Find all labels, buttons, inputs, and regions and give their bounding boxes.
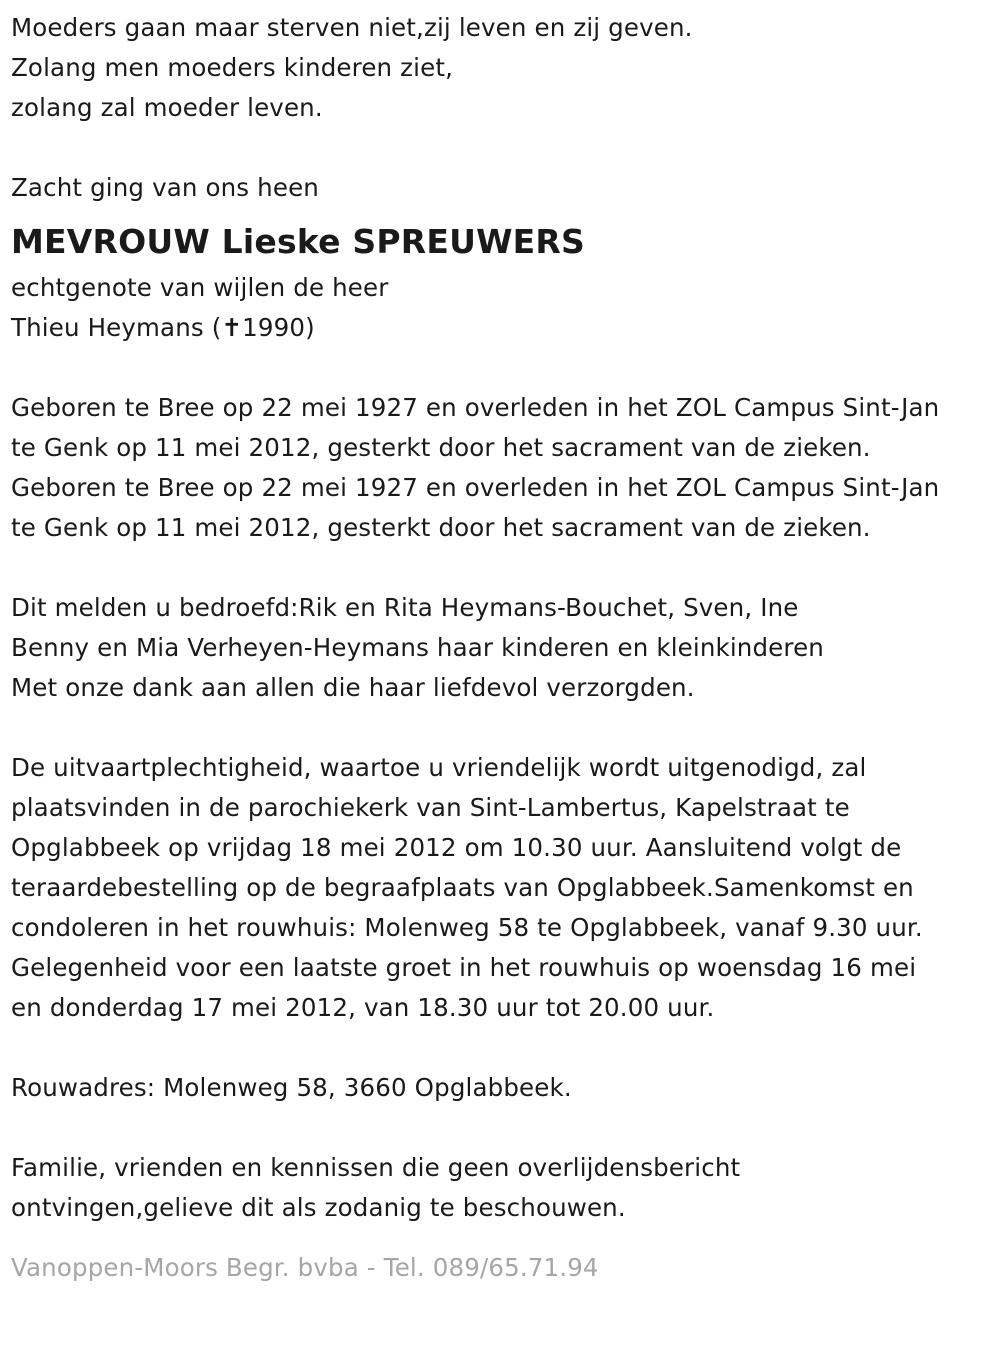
paragraph-line: en donderdag 17 mei 2012, van 18.30 uur tot 20.00 uur.: [11, 993, 715, 1022]
poem-line: zolang zal moeder leven.: [11, 93, 323, 122]
paragraph-line: teraardebestelling op de begraafplaats van Opglabbeek.Samenkomst en: [11, 873, 914, 902]
spacer: [11, 128, 1000, 168]
paragraph-line: De uitvaartplechtigheid, waartoe u vriendelijk wordt uitgenodigd, zal: [11, 753, 867, 782]
paragraph-line: Gelegenheid voor een laatste groet in het rouwhuis op woensdag 16 mei: [11, 953, 917, 982]
notice-paragraph: [11, 1148, 1000, 1228]
ceremony-paragraph: [11, 748, 1000, 1028]
spacer: [11, 1028, 1000, 1068]
paragraph-line: te Genk op 11 mei 2012, gesterkt door het sacrament van de zieken.: [11, 513, 871, 542]
spacer: [11, 348, 1000, 388]
paragraph-line: Geboren te Bree op 22 mei 1927 en overleden in het ZOL Campus Sint-Jan: [11, 393, 940, 422]
spouse-line: echtgenote van wijlen de heer: [11, 273, 389, 302]
paragraph-line: plaatsvinden in de parochiekerk van Sint-Lambertus, Kapelstraat te: [11, 793, 850, 822]
spacer: [11, 708, 1000, 748]
funeral-home-footer: Vanoppen-Moors Begr. bvba - Tel. 089/65.71.94: [11, 1253, 599, 1282]
mourning-address: Rouwadres: Molenweg 58, 3660 Opglabbeek.: [11, 1073, 572, 1102]
family-paragraph: [11, 588, 1000, 708]
birth-death-paragraph: [11, 388, 1000, 548]
paragraph-line: Familie, vrienden en kennissen die geen overlijdensbericht: [11, 1153, 741, 1182]
deceased-name: MEVROUW Lieske SPREUWERS: [11, 222, 585, 261]
poem-line: Zolang men moeders kinderen ziet,: [11, 53, 454, 82]
spacer: [11, 1108, 1000, 1148]
paragraph-line: ontvingen,gelieve dit als zodanig te beschouwen.: [11, 1193, 626, 1222]
paragraph-line: te Genk op 11 mei 2012, gesterkt door het sacrament van de zieken.: [11, 433, 871, 462]
paragraph-line: Geboren te Bree op 22 mei 1927 en overleden in het ZOL Campus Sint-Jan: [11, 473, 940, 502]
paragraph-line: Dit melden u bedroefd:Rik en Rita Heymans-Bouchet, Sven, Ine: [11, 593, 799, 622]
poem-line: Moeders gaan maar sterven niet,zij leven en zij geven.: [11, 13, 693, 42]
intro-text: Zacht ging van ons heen: [11, 173, 319, 202]
paragraph-line: condoleren in het rouwhuis: Molenweg 58 te Opglabbeek, vanaf 9.30 uur.: [11, 913, 923, 942]
paragraph-line: Benny en Mia Verheyen-Heymans haar kinderen en kleinkinderen: [11, 633, 824, 662]
paragraph-line: Met onze dank aan allen die haar liefdevol verzorgden.: [11, 673, 695, 702]
poem: [11, 8, 1000, 128]
paragraph-line: Opglabbeek op vrijdag 18 mei 2012 om 10.30 uur. Aansluitend volgt de: [11, 833, 902, 862]
spacer: [11, 548, 1000, 588]
spouse-line: Thieu Heymans (✝1990): [11, 313, 315, 342]
